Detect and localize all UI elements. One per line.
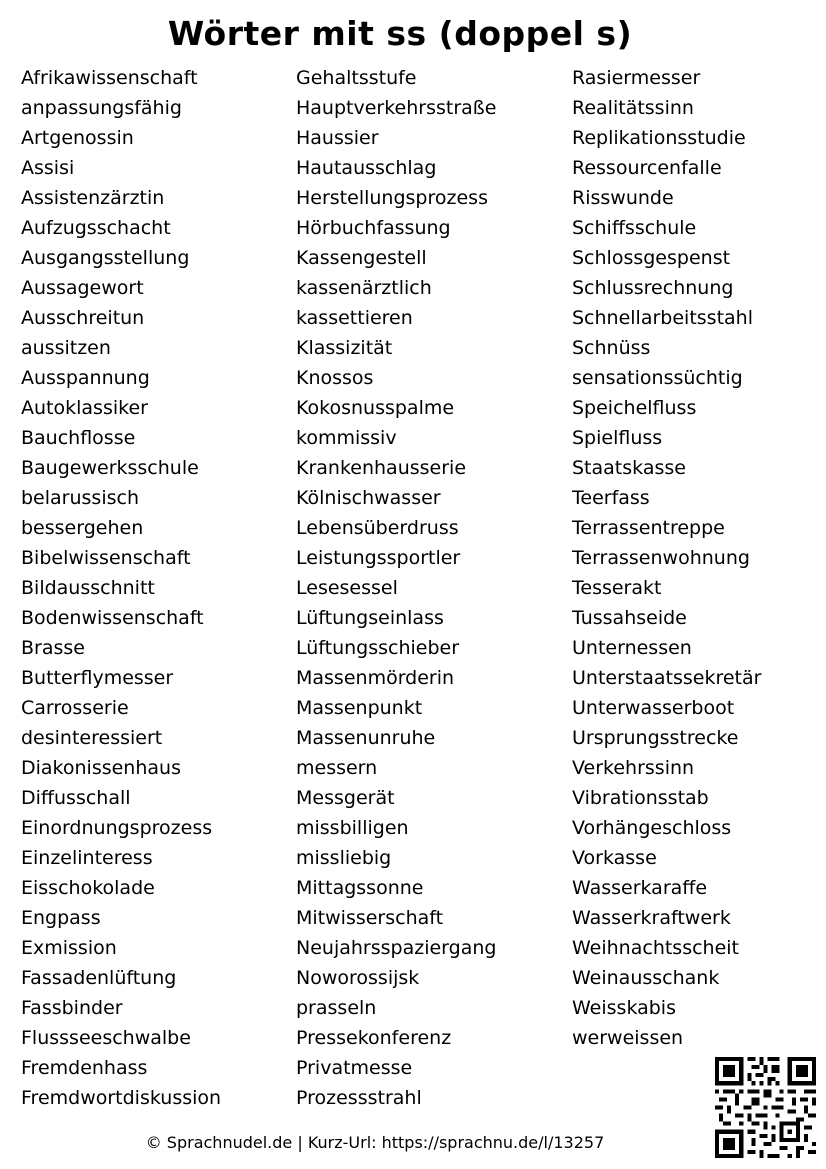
word-list-item: Tussahseide bbox=[572, 607, 687, 629]
word-list-item: Ressourcenfalle bbox=[572, 157, 722, 179]
word-list-item: Lebensüberdruss bbox=[296, 517, 459, 539]
word-list-item: Einordnungsprozess bbox=[21, 817, 213, 839]
word-list-item: Ursprungsstrecke bbox=[572, 727, 739, 749]
word-list-item: missliebig bbox=[296, 847, 392, 869]
word-list-item: Staatskasse bbox=[572, 457, 686, 479]
word-column-1 bbox=[21, 63, 221, 1113]
word-list-item: Rasiermesser bbox=[572, 67, 701, 89]
word-list-item: Bibelwissenschaft bbox=[21, 547, 191, 569]
word-list-item: Vorhängeschloss bbox=[572, 817, 732, 839]
word-list-item: Realitätssinn bbox=[572, 97, 694, 119]
word-list-item: Tesserakt bbox=[572, 577, 662, 599]
word-list-item: Herstellungsprozess bbox=[296, 187, 488, 209]
word-list-item: Artgenossin bbox=[21, 127, 134, 149]
word-list-item: Autoklassiker bbox=[21, 397, 148, 419]
word-list-item: Replikationsstudie bbox=[572, 127, 746, 149]
word-list-item: sensationssüchtig bbox=[572, 367, 743, 389]
word-list-item: Krankenhausserie bbox=[296, 457, 467, 479]
word-list-item: Bauchflosse bbox=[21, 427, 136, 449]
word-list-item: kassettieren bbox=[296, 307, 413, 329]
word-list-item: Pressekonferenz bbox=[296, 1027, 452, 1049]
word-list-item: Afrikawissenschaft bbox=[21, 67, 198, 89]
word-list-item: Kokosnusspalme bbox=[296, 397, 455, 419]
word-list-item: Baugewerksschule bbox=[21, 457, 199, 479]
word-list-item: Schnellarbeitsstahl bbox=[572, 307, 753, 329]
word-list-item: Flussseeschwalbe bbox=[21, 1027, 191, 1049]
word-list-item: Mittagssonne bbox=[296, 877, 424, 899]
word-list-item: Lüftungsschieber bbox=[296, 637, 460, 659]
word-list-item: Lüftungseinlass bbox=[296, 607, 444, 629]
word-list-item: Schiffsschule bbox=[572, 217, 697, 239]
word-list-item: Wasserkraftwerk bbox=[572, 907, 731, 929]
word-list-item: Prozessstrahl bbox=[296, 1087, 422, 1109]
qr-finder-top-left bbox=[715, 1057, 743, 1085]
word-list-item: Ausgangsstellung bbox=[21, 247, 190, 269]
qr-finder-bottom-left bbox=[715, 1130, 743, 1158]
word-list-item: Fassadenlüftung bbox=[21, 967, 177, 989]
word-list-item: missbilligen bbox=[296, 817, 409, 839]
word-list-item: Diffusschall bbox=[21, 787, 131, 809]
word-list-item: Hauptverkehrsstraße bbox=[296, 97, 497, 119]
word-column-2 bbox=[296, 63, 496, 1113]
word-list-item: kommissiv bbox=[296, 427, 397, 449]
word-list-item: Kölnischwasser bbox=[296, 487, 441, 509]
word-list-item: Kassengestell bbox=[296, 247, 427, 269]
qr-code bbox=[715, 1057, 816, 1158]
word-list-item: Weinausschank bbox=[572, 967, 720, 989]
word-list-item: Ausschreitun bbox=[21, 307, 145, 329]
word-list-item: belarussisch bbox=[21, 487, 139, 509]
word-list-item: Vibrationsstab bbox=[572, 787, 709, 809]
word-list-item: Massenunruhe bbox=[296, 727, 436, 749]
word-list-item: Schlossgespenst bbox=[572, 247, 731, 269]
word-list-item: Engpass bbox=[21, 907, 101, 929]
word-list-item: Fassbinder bbox=[21, 997, 123, 1019]
word-list-item: Messgerät bbox=[296, 787, 395, 809]
word-list-item: aussitzen bbox=[21, 337, 111, 359]
word-list-item: desinteressiert bbox=[21, 727, 163, 749]
word-list-item: Weisskabis bbox=[572, 997, 676, 1019]
word-list-item: Eisschokolade bbox=[21, 877, 155, 899]
word-column-3 bbox=[572, 63, 761, 1053]
word-list-item: Carrosserie bbox=[21, 697, 129, 719]
word-list-item: Noworossijsk bbox=[296, 967, 420, 989]
word-list-item: Neujahrsspaziergang bbox=[296, 937, 497, 959]
word-list-item: kassenärztlich bbox=[296, 277, 432, 299]
word-list-item: bessergehen bbox=[21, 517, 144, 539]
word-list-item: Haussier bbox=[296, 127, 379, 149]
word-list-item: Teerfass bbox=[572, 487, 650, 509]
word-list-item: Mitwisserschaft bbox=[296, 907, 444, 929]
word-list-item: Bodenwissenschaft bbox=[21, 607, 204, 629]
word-list-item: Massenpunkt bbox=[296, 697, 423, 719]
word-list-item: Aussagewort bbox=[21, 277, 144, 299]
word-list-item: Assisi bbox=[21, 157, 75, 179]
footer-credit: © Sprachnudel.de | Kurz-Url: https://sprachnu.de/l/13257 bbox=[145, 1133, 605, 1152]
qr-alignment bbox=[780, 1122, 800, 1142]
word-list-item: Unterwasserboot bbox=[572, 697, 735, 719]
word-list-item: Unternessen bbox=[572, 637, 692, 659]
word-list-item: anpassungsfähig bbox=[21, 97, 182, 119]
word-list-item: Fremdwortdiskussion bbox=[21, 1087, 222, 1109]
page-title: Wörter mit ss (doppel s) bbox=[167, 14, 633, 53]
word-list-item: Massenmörderin bbox=[296, 667, 455, 689]
word-list-item: Vorkasse bbox=[572, 847, 657, 869]
word-list-item: Diakonissenhaus bbox=[21, 757, 181, 779]
word-list-item: Einzelinteress bbox=[21, 847, 153, 869]
word-list-item: Weihnachtsscheit bbox=[572, 937, 740, 959]
word-list-item: Klassizität bbox=[296, 337, 393, 359]
word-list-item: Bildausschnitt bbox=[21, 577, 155, 599]
word-list-item: Privatmesse bbox=[296, 1057, 413, 1079]
word-list-item: Verkehrssinn bbox=[572, 757, 695, 779]
word-list-item: Terrassenwohnung bbox=[572, 547, 750, 569]
word-list-item: Leistungssportler bbox=[296, 547, 461, 569]
word-list-item: Aufzugsschacht bbox=[21, 217, 171, 239]
word-list-item: messern bbox=[296, 757, 378, 779]
word-list-item: Ausspannung bbox=[21, 367, 150, 389]
word-list-item: Schlussrechnung bbox=[572, 277, 734, 299]
word-list-item: Exmission bbox=[21, 937, 117, 959]
word-list-item: werweissen bbox=[572, 1027, 684, 1049]
word-list-item: prasseln bbox=[296, 997, 377, 1019]
word-list-item: Risswunde bbox=[572, 187, 674, 209]
word-list-item: Butterflymesser bbox=[21, 667, 174, 689]
word-list-item: Brasse bbox=[21, 637, 85, 659]
word-list-item: Hautausschlag bbox=[296, 157, 437, 179]
word-list-item: Schnüss bbox=[572, 337, 651, 359]
word-list-item: Unterstaatssekretär bbox=[572, 667, 762, 689]
word-list-item: Spielfluss bbox=[572, 427, 663, 449]
word-list-item: Gehaltsstufe bbox=[296, 67, 417, 89]
word-list-item: Terrassentreppe bbox=[572, 517, 725, 539]
qr-finder-top-right bbox=[788, 1057, 816, 1085]
word-list-item: Wasserkaraffe bbox=[572, 877, 708, 899]
word-list-item: Fremdenhass bbox=[21, 1057, 148, 1079]
word-list-item: Knossos bbox=[296, 367, 374, 389]
word-list-item: Hörbuchfassung bbox=[296, 217, 451, 239]
word-list-item: Lesesessel bbox=[296, 577, 398, 599]
word-list-item: Speichelfluss bbox=[572, 397, 697, 419]
word-list-item: Assistenzärztin bbox=[21, 187, 165, 209]
